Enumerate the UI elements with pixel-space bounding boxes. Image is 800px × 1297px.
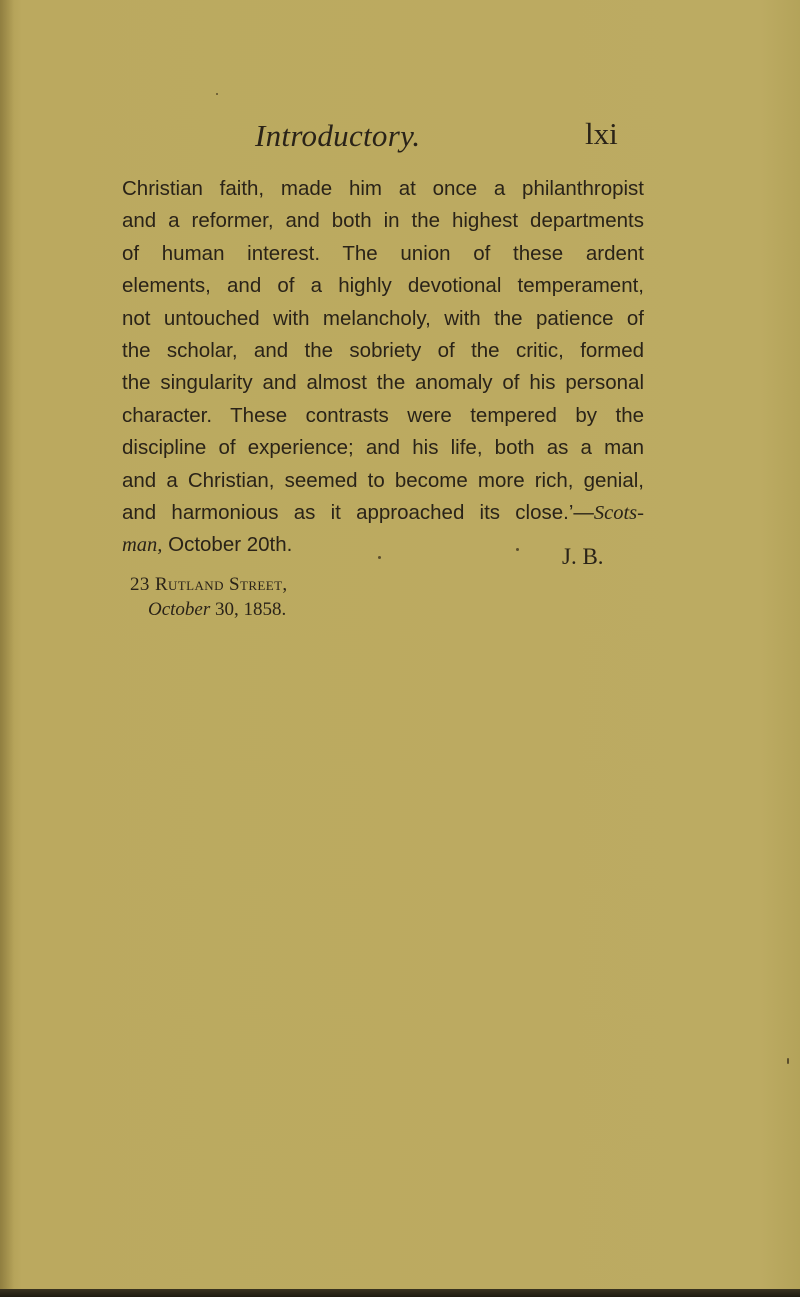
signature-initials: J. B. — [562, 544, 604, 569]
italic-source: man, — [122, 534, 163, 557]
date-rest: 30, 1858. — [210, 599, 287, 620]
text-line: the singularity and almost the anomaly of his personal — [122, 371, 644, 395]
text-line: Christian faith, made him at once a philanthropist — [122, 177, 644, 200]
page-bottom-edge — [0, 1289, 800, 1297]
text-line: character. These contrasts were tempered by the — [122, 403, 644, 427]
text-segment: October 20th. — [162, 533, 293, 557]
street-address: 23 Rutland Street, — [130, 574, 288, 595]
date-month: October — [148, 599, 211, 620]
text-line: discipline of experience; and his life, both as a man — [122, 436, 644, 460]
text-line: the scholar, and the sobriety of the critic, formed — [122, 339, 644, 363]
running-title: Introductory. — [255, 118, 421, 153]
paper-speck — [378, 556, 381, 559]
text-segment: and harmonious as it approached its close.’— — [122, 501, 594, 525]
gutter-shadow — [0, 0, 14, 1297]
paper-speck — [216, 93, 218, 95]
body-paragraph — [122, 173, 644, 562]
letter-date — [130, 597, 288, 622]
text-line: and a reformer, and both in the highest departments — [122, 209, 644, 233]
paper-speck — [516, 548, 519, 551]
paper-speck — [787, 1058, 789, 1064]
address-block — [130, 572, 288, 622]
text-line: not untouched with melancholy, with the patience of — [122, 306, 644, 330]
text-line: and a Christian, seemed to become more rich, genial, — [122, 468, 644, 492]
text-line: of human interest. The union of these ardent — [122, 241, 644, 265]
page-number: lxi — [585, 116, 618, 151]
text-line — [122, 497, 644, 529]
text-line: elements, and of a highly devotional temperament, — [122, 274, 644, 298]
italic-source: Scots- — [593, 502, 644, 525]
